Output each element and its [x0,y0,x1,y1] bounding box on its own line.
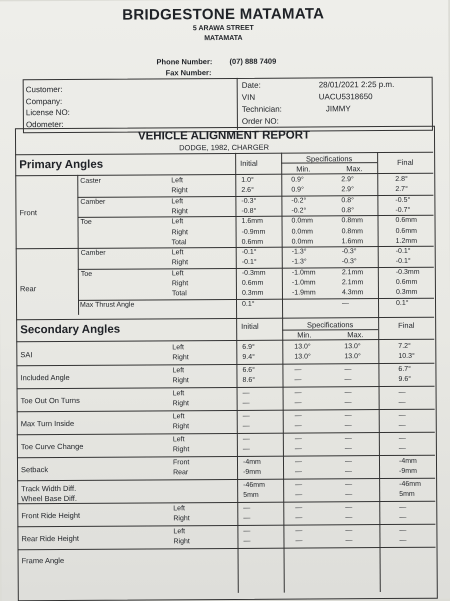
primary-initial-value: 0.6mm [241,238,264,246]
primary-side-label: Right [171,208,188,216]
primary-side-label: Left [171,249,184,257]
primary-group-label: Toe [80,270,93,278]
secondary-min-value: — [294,458,303,466]
secondary-sub-label: Right [172,423,190,431]
primary-min-value: -0.2° [291,197,307,205]
secondary-final-value: -9mm [399,467,417,475]
primary-max-value: 2.1mm [341,268,364,276]
phone-number: (07) 888 7409 [229,56,277,66]
secondary-min-value: — [294,389,302,397]
secondary-initial-value: 8.6° [242,376,256,384]
rear-group-label: Rear [19,284,37,294]
secondary-row-label: Front Ride Height [21,510,81,521]
primary-final-value: -0.7° [395,206,411,214]
primary-col-initial: Initial [240,158,258,168]
secondary-final-value: -4mm [398,457,417,465]
front-group-label: Front [19,208,38,218]
secondary-col-final: Final [398,320,415,330]
secondary-min-value: 13.0° [294,353,311,361]
primary-group-label: Toe [80,218,92,227]
secondary-final-value: 6.7° [398,365,411,373]
license-label: License NO: [25,107,70,118]
secondary-min-value: 13.0° [294,343,311,351]
secondary-min-value: — [295,491,303,499]
secondary-max-value: — [344,376,352,384]
primary-final-value: 0.6mm [395,217,417,225]
primary-side-label: Left [171,177,183,185]
primary-max-value: -0.3° [341,248,357,256]
secondary-sub-label: Right [172,377,189,385]
secondary-sub-label: Front [172,459,190,467]
secondary-final-value: -46mm [399,480,421,488]
secondary-initial-value: 6.6° [242,366,255,374]
primary-min-value: 0.9° [291,186,304,194]
order-label: Order NO: [241,116,279,126]
primary-side-label: Right [171,228,188,236]
primary-group-label: Caster [80,177,101,185]
secondary-initial-value: — [242,445,250,453]
secondary-max-value: — [344,399,352,407]
secondary-sub-label: Right [172,400,189,408]
primary-initial-value: 0.1° [242,300,255,308]
secondary-min-value: — [295,481,303,489]
secondary-initial-value: — [243,527,251,535]
secondary-final-value: 5mm [399,490,415,498]
secondary-max-value: — [344,389,352,397]
primary-initial-value: -0.3mm [241,269,266,277]
secondary-initial-value: — [243,504,251,512]
secondary-col-min: Min. [297,330,312,340]
secondary-row-label: Wheel Base Diff. [21,493,77,504]
secondary-initial-value: — [242,399,250,407]
secondary-min-value: — [294,399,302,407]
primary-initial-value: -0.3° [241,197,257,205]
primary-max-value: -0.3° [341,258,357,266]
primary-min-value: -1.0mm [291,279,316,287]
secondary-final-value: — [398,434,406,442]
secondary-max-value: — [344,458,353,466]
secondary-min-value: — [295,468,303,476]
primary-initial-value: 1.0° [241,176,254,184]
primary-min-value: -1.0mm [291,269,316,277]
secondary-max-value: — [344,366,352,374]
odometer-label: Odometer: [25,119,64,130]
secondary-initial-value: -9mm [243,468,261,476]
secondary-row-label: Frame Angle [21,555,65,566]
primary-max-value: 2.1mm [341,279,364,287]
secondary-max-value: — [344,435,352,443]
secondary-min-value: — [294,445,302,453]
primary-min-value: 0.0mm [291,238,314,246]
secondary-min-value: — [295,514,303,522]
primary-final-value: 2.8° [395,175,408,183]
secondary-max-value: — [344,422,352,430]
primary-side-label: Total [171,290,187,298]
secondary-sub-label: Left [172,436,185,444]
secondary-final-value: — [398,398,406,406]
secondary-initial-value: -4mm [242,458,261,466]
primary-min-value: -1.9mm [291,289,316,297]
secondary-sub-label: Left [172,413,185,421]
primary-final-value: 2.7° [395,186,408,194]
secondary-sub-label: Left [172,344,184,352]
secondary-max-value: — [345,504,353,512]
primary-max-value: 0.8mm [341,227,364,235]
secondary-sub-label: Right [173,515,190,523]
primary-min-value: 0.0mm [291,227,314,236]
secondary-max-value: — [345,537,353,545]
primary-max-value: 0.8mm [341,217,363,225]
secondary-initial-value: 5mm [243,491,259,499]
primary-group-label: Max Thrust Angle [80,301,135,309]
company-town: MATAMATA [204,34,243,43]
technician-label: Technician: [241,104,282,114]
secondary-row-label: Max Turn Inside [20,418,75,429]
secondary-sub-label: Right [172,446,190,454]
secondary-final-value: — [399,536,407,544]
secondary-sub-label: Right [172,354,189,362]
date-label: Date: [241,80,261,90]
secondary-row-label: SAI [20,350,33,360]
secondary-max-value: 13.0° [344,353,361,361]
secondary-initial-value: — [243,514,251,522]
primary-max-value: 0.8° [341,196,354,204]
secondary-initial-value: 6.9° [242,343,255,351]
secondary-final-value: — [398,421,406,429]
secondary-max-value: — [344,445,352,453]
primary-final-value: 0.6mm [395,227,418,235]
primary-min-value: -1.3° [291,258,307,266]
secondary-max-value: — [345,468,353,476]
customer-label: Customer: [25,84,63,95]
company-label: Company: [25,96,63,107]
secondary-sub-label: Left [173,528,186,536]
company-name: BRIDGESTONE MATAMATA [122,5,325,24]
primary-final-value: -0.3mm [395,268,420,276]
primary-col-final: Final [397,157,414,167]
secondary-final-value: — [399,526,407,534]
secondary-col-max: Max. [347,330,364,340]
secondary-min-value: — [294,422,302,430]
primary-side-label: Right [171,259,189,267]
date-value: 28/01/2021 2:25 p.m. [318,79,395,90]
secondary-final-value: — [398,388,406,396]
secondary-final-value: 7.2° [398,342,411,350]
company-street: 5 ARAWA STREET [192,24,254,33]
primary-angles-heading: Primary Angles [19,158,104,172]
secondary-initial-value: — [242,389,250,397]
secondary-min-value: — [294,435,302,443]
secondary-max-value: — [345,527,353,535]
primary-max-value: 2.9° [341,176,354,184]
secondary-min-value: — [294,366,302,374]
vin-label: VIN [241,92,256,102]
primary-max-value: 4.3mm [341,289,364,297]
technician-value: JIMMY [325,104,351,114]
primary-max-value: 1.6mm [341,237,364,246]
primary-max-value: — [342,299,350,307]
primary-max-value: 0.8° [341,207,355,215]
secondary-initial-value: — [242,412,250,420]
report-title: VEHICLE ALIGNMENT REPORT [137,129,311,143]
secondary-max-value: — [345,481,353,489]
primary-initial-value: 0.3mm [241,290,264,298]
primary-initial-value: -0.1° [241,259,257,267]
secondary-sub-label: Right [173,538,190,546]
secondary-max-value: 13.0° [344,343,361,351]
primary-final-value: 1.2mm [395,237,418,245]
primary-min-value: 0.0mm [291,217,313,225]
primary-min-value: 0.9° [291,176,304,184]
primary-initial-value: -0.8° [241,207,257,215]
secondary-initial-value: — [243,537,251,545]
secondary-final-value: — [399,513,407,521]
secondary-row-label: Toe Curve Change [20,441,84,452]
secondary-min-value: — [294,412,302,420]
primary-final-value: 0.1° [396,299,409,307]
secondary-row-label: Rear Ride Height [21,533,80,544]
phone-label: Phone Number: [156,57,213,67]
primary-final-value: 0.3mm [395,289,418,297]
secondary-max-value: — [344,412,352,420]
secondary-max-value: — [345,514,353,522]
primary-initial-value: -0.1° [241,248,257,256]
primary-initial-value: 0.6mm [241,279,264,287]
primary-final-value: 0.6mm [395,278,418,286]
secondary-sub-label: Left [172,367,185,375]
secondary-sub-label: Rear [173,469,189,477]
secondary-min-value: — [295,537,303,545]
secondary-row-label: Setback [21,465,49,475]
secondary-min-value: — [295,527,303,535]
secondary-row-label: Toe Out On Turns [20,395,80,406]
primary-col-specs: Specifications [305,154,353,164]
primary-side-label: Right [171,187,188,195]
secondary-sub-label: Left [172,390,185,398]
secondary-initial-value: 9.4° [242,353,255,361]
secondary-col-specs: Specifications [306,320,354,330]
primary-group-label: Camber [80,198,106,206]
primary-side-label: Left [171,269,184,278]
primary-initial-value: -0.9mm [241,228,266,236]
primary-max-value: 2.9° [341,186,354,194]
primary-final-value: -0.1° [395,247,411,256]
primary-side-label: Left [171,218,184,226]
primary-min-value: -1.3° [291,248,307,256]
secondary-angles-heading: Secondary Angles [20,323,121,337]
vehicle-description: DODGE, 1982, CHARGER [179,142,270,153]
vin-value: UACU5318650 [318,92,373,102]
secondary-initial-value: — [242,422,250,430]
secondary-initial-value: -46mm [243,481,265,489]
primary-col-max: Max. [346,164,363,174]
primary-side-label: Right [171,280,189,288]
secondary-max-value: — [345,491,353,499]
secondary-sub-label: Left [173,505,185,513]
secondary-row-label: Track Width Diff. [21,483,77,494]
fax-label: Fax Number: [165,68,212,78]
primary-final-value: -0.5° [395,196,411,204]
secondary-final-value: — [398,444,406,452]
secondary-initial-value: — [242,435,250,443]
secondary-final-value: — [398,411,406,419]
primary-min-value: -0.2° [291,207,307,215]
primary-initial-value: 2.6° [241,187,254,195]
secondary-col-initial: Initial [241,321,259,331]
secondary-final-value: 9.6° [398,375,412,383]
secondary-final-value: — [399,503,407,511]
primary-group-label: Camber [80,249,106,257]
primary-initial-value: 1.6mm [241,217,263,226]
secondary-final-value: 10.3° [398,352,415,360]
primary-col-min: Min. [296,164,311,174]
primary-side-label: Total [171,239,187,247]
primary-side-label: Left [171,197,184,205]
secondary-row-label: Included Angle [20,372,70,383]
secondary-min-value: — [295,504,303,512]
secondary-min-value: — [294,376,302,384]
primary-final-value: -0.1° [395,258,411,266]
